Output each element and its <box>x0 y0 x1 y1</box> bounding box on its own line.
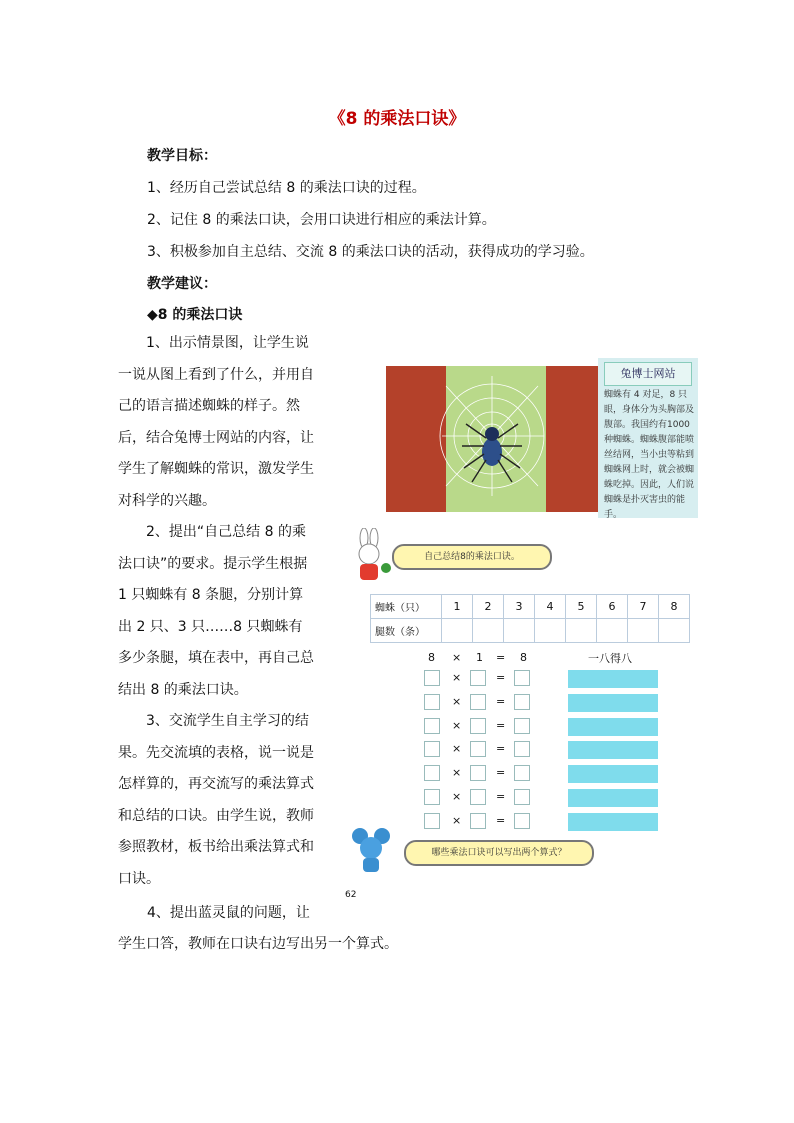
table-cell: 3 <box>504 595 535 619</box>
rhyme-first: 一八得八 <box>588 652 632 665</box>
mouse-speech-bubble: 哪些乘法口诀可以写出两个算式？ <box>404 840 594 866</box>
eq-symbol: = <box>496 719 506 732</box>
table-cell: 5 <box>566 595 597 619</box>
eq-symbol: × <box>452 790 462 803</box>
blank-box <box>470 670 486 686</box>
blank-equation-row <box>424 694 544 712</box>
table-cell: 1 <box>442 595 473 619</box>
step-1: 1、出示情景图，让学生说一说从图上看到了什么，并用自己的语言描述蜘蛛的样子。然后，结合兔博士网站的内容，让学生了解蜘蛛的常识，激发学生对科学的兴趣。 <box>118 335 314 509</box>
table-cell <box>597 619 628 643</box>
blank-equation-row <box>424 670 544 688</box>
blank-box <box>424 765 440 781</box>
blank-box <box>514 741 530 757</box>
eq-symbol: × <box>452 671 462 684</box>
table-header: 蜘蛛（只） <box>371 595 442 619</box>
table-cell: 6 <box>597 595 628 619</box>
eq-operand: 1 <box>476 651 483 664</box>
blank-box <box>424 741 440 757</box>
rhyme-blank-bar <box>568 765 658 783</box>
eq-symbol: = <box>496 742 506 755</box>
table-cell: 2 <box>473 595 504 619</box>
step-4-line-1: 4、提出蓝灵鼠的问题，让 <box>147 905 310 921</box>
page-title: 《8 的乘法口诀》 <box>328 109 466 129</box>
page-number: 62 <box>345 890 357 900</box>
site-info-box <box>598 358 698 518</box>
blank-box <box>514 718 530 734</box>
rhyme-blank-bar <box>568 813 658 831</box>
eq-symbol: × <box>452 695 462 708</box>
blank-equation-row <box>424 765 544 783</box>
eq-symbol: = <box>496 695 506 708</box>
eq-operator: × <box>452 651 462 664</box>
step-4-line-2: 学生口答，教师在口诀右边写出另一个算式。 <box>118 936 398 952</box>
eq-symbol: × <box>452 719 462 732</box>
rhyme-blank-bar <box>568 694 658 712</box>
blank-box <box>514 813 530 829</box>
blank-box <box>514 670 530 686</box>
blank-box <box>424 718 440 734</box>
table-cell: 4 <box>535 595 566 619</box>
subheading: ◆8 的乘法口诀 <box>147 307 243 323</box>
blank-equation-row <box>424 718 544 736</box>
rhyme-blank-bar <box>568 718 658 736</box>
blank-box <box>470 694 486 710</box>
eq-symbol: × <box>452 742 462 755</box>
objective-item: 2、记住 8 的乘法口诀，会用口诀进行相应的乘法计算。 <box>147 212 496 228</box>
eq-result: 8 <box>520 651 527 664</box>
table-row <box>371 595 690 619</box>
step-2: 2、提出“自己总结 8 的乘法口诀”的要求。提示学生根据 1 只蜘蛛有 8 条腿，分别计算出 2 只、3 只……8 只蜘蛛有多少条腿，填在表中，再自己总结出 8 的乘法口诀。 <box>118 524 314 698</box>
rhyme-blank-bar <box>568 789 658 807</box>
rabbit-icon <box>346 528 392 584</box>
eq-symbol: = <box>496 766 506 779</box>
blank-box <box>470 741 486 757</box>
step-3: 3、交流学生自主学习的结果。先交流填的表格，说一说是怎样算的，再交流写的乘法算式和总结的口诀。由学生说，教师参照教材，板书给出乘法算式和口诀。 <box>118 713 314 887</box>
blank-equation-row <box>424 813 544 831</box>
table-cell: 8 <box>659 595 690 619</box>
steps-column <box>118 328 314 895</box>
eq-symbol: = <box>496 671 506 684</box>
blank-box <box>514 694 530 710</box>
table-cell: 7 <box>628 595 659 619</box>
table-cell <box>566 619 597 643</box>
table-cell <box>442 619 473 643</box>
blank-box <box>424 694 440 710</box>
blank-box <box>470 789 486 805</box>
table-cell <box>628 619 659 643</box>
objective-item: 1、经历自己尝试总结 8 的乘法口诀的过程。 <box>147 180 426 196</box>
blank-box <box>514 765 530 781</box>
eq-equals: = <box>496 651 506 664</box>
eq-operand: 8 <box>428 651 435 664</box>
blank-box <box>424 789 440 805</box>
rhyme-blank-bar <box>568 670 658 688</box>
table-cell <box>473 619 504 643</box>
spider-web-icon <box>386 366 598 512</box>
table-cell <box>535 619 566 643</box>
site-title: 兔博士网站 <box>604 362 692 386</box>
legs-table <box>370 594 690 643</box>
table-cell <box>504 619 535 643</box>
mouse-icon <box>348 826 396 876</box>
blank-box <box>424 813 440 829</box>
rhyme-blank-bar <box>568 741 658 759</box>
spider-illustration <box>386 366 598 512</box>
eq-symbol: × <box>452 814 462 827</box>
blank-box <box>514 789 530 805</box>
blank-box <box>470 718 486 734</box>
table-cell <box>659 619 690 643</box>
site-text: 蜘蛛有 4 对足，8 只眼，身体分为头胸部及腹部。我国约有1000 种蜘蛛。蜘蛛腹部能喷丝结网，当小虫等粘到蜘蛛网上时，就会被蜘蛛吃掉。因此，人们说蜘蛛是扑灭害虫的能手。 <box>604 390 695 520</box>
blank-box <box>470 813 486 829</box>
objectives-heading: 教学目标： <box>147 148 217 164</box>
suggestions-heading: 教学建议： <box>147 276 217 292</box>
blank-box <box>424 670 440 686</box>
blank-box <box>470 765 486 781</box>
eq-symbol: = <box>496 790 506 803</box>
equation-row <box>424 650 544 668</box>
objective-item: 3、积极参加自主总结、交流 8 的乘法口诀的活动，获得成功的学习验。 <box>147 244 594 260</box>
blank-equation-row <box>424 789 544 807</box>
blank-equation-row <box>424 741 544 759</box>
table-header: 腿数（条） <box>371 619 442 643</box>
eq-symbol: = <box>496 814 506 827</box>
eq-symbol: × <box>452 766 462 779</box>
rabbit-speech-bubble: 自己总结8的乘法口诀。 <box>392 544 552 570</box>
table-row <box>371 619 690 643</box>
